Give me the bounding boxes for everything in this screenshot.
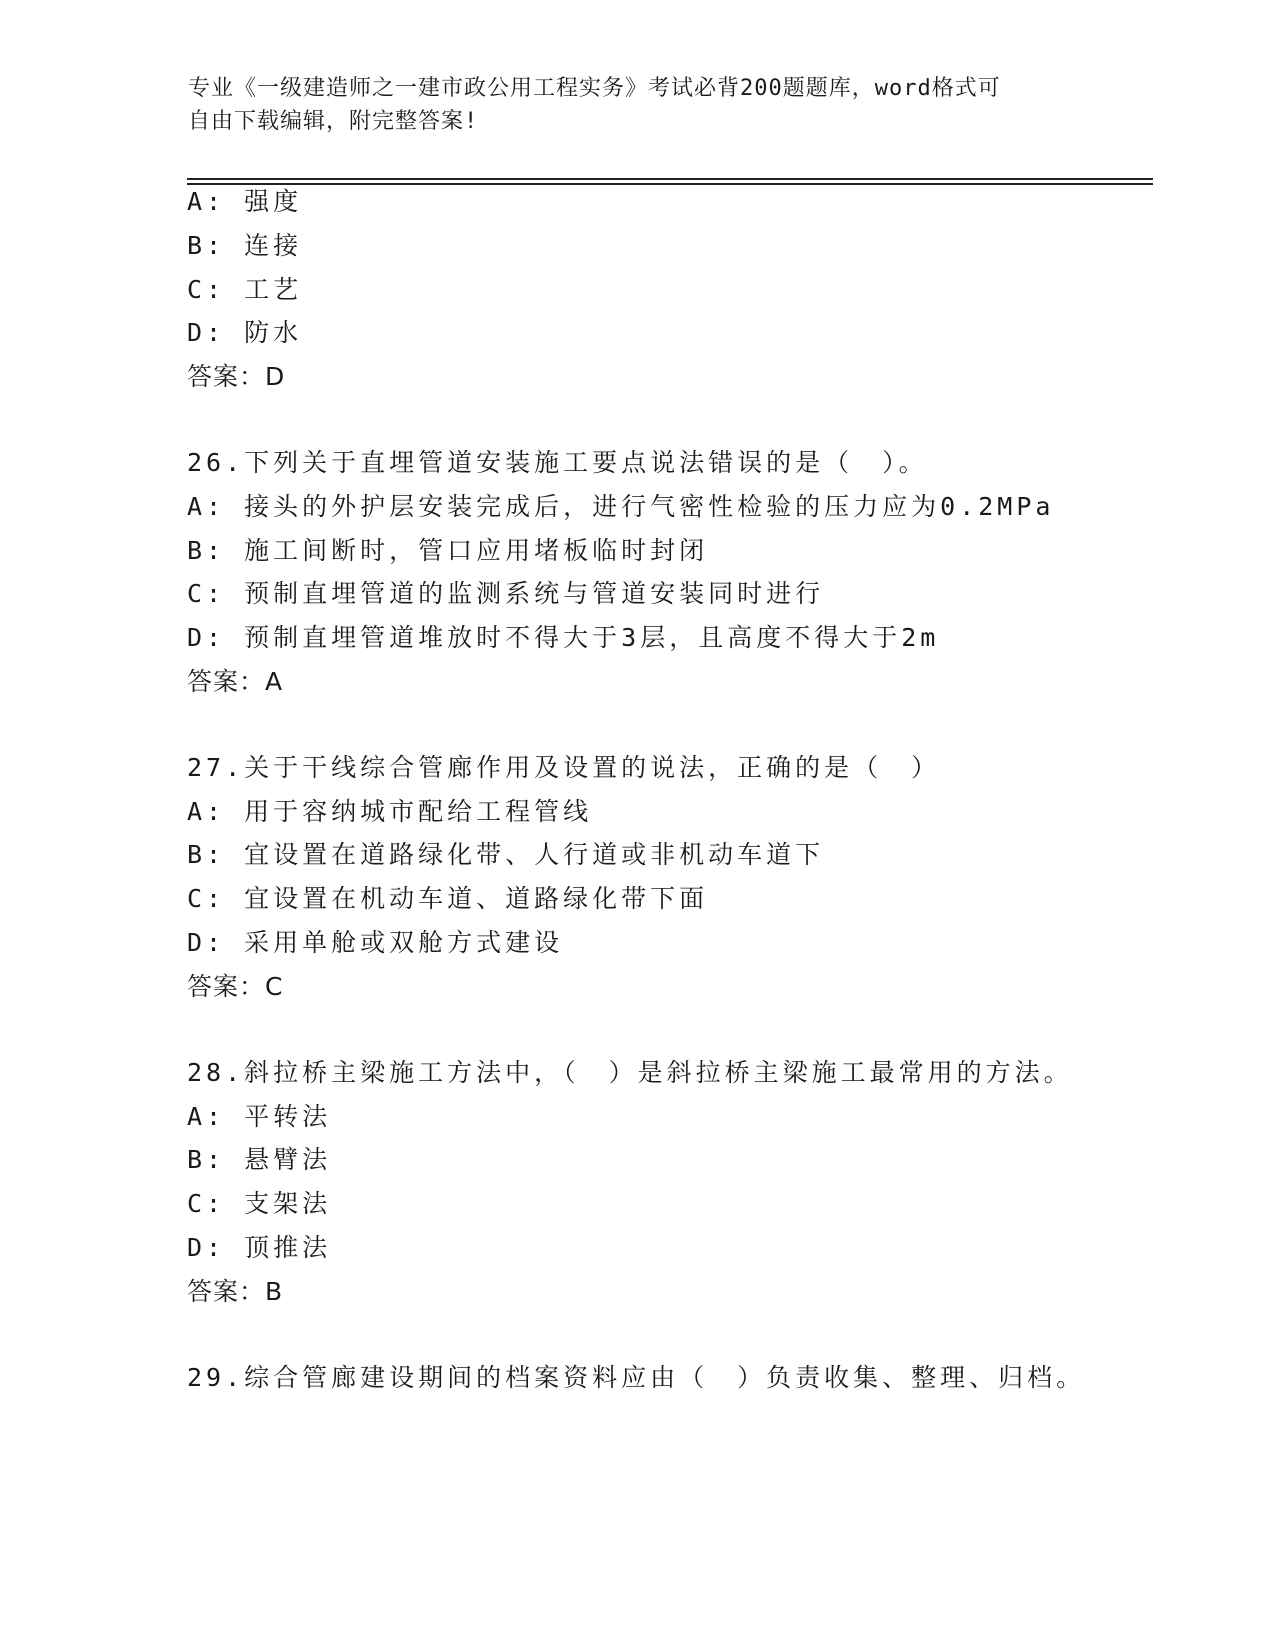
question-28-option-b: B: 悬臂法: [187, 1145, 332, 1174]
question-26-option-d: D: 预制直埋管道堆放时不得大于3层，且高度不得大于2m: [187, 623, 940, 652]
question-26-option-b: B: 施工间断时，管口应用堵板临时封闭: [187, 536, 709, 565]
question-26-option-c: C: 预制直埋管道的监测系统与管道安装同时进行: [187, 579, 825, 608]
question-28-option-a: A: 平转法: [187, 1102, 332, 1131]
question-28-option-d: D: 顶推法: [187, 1233, 332, 1262]
prev-answer: 答案：D: [187, 362, 286, 391]
question-27-option-c: C: 宜设置在机动车道、道路绿化带下面: [187, 884, 709, 913]
header-line-2: 自由下载编辑，附完整答案!: [188, 109, 479, 134]
header-divider-bottom: [187, 183, 1153, 185]
question-26-option-a: A: 接头的外护层安装完成后，进行气密性检验的压力应为0.2MPa: [187, 492, 1055, 521]
prev-option-a: A: 强度: [187, 187, 303, 216]
question-27-option-b: B: 宜设置在道路绿化带、人行道或非机动车道下: [187, 840, 825, 869]
question-26-answer: 答案：A: [187, 667, 284, 696]
prev-option-d: D: 防水: [187, 318, 303, 347]
question-28-option-c: C: 支架法: [187, 1189, 332, 1218]
question-28-answer: 答案：B: [187, 1277, 284, 1306]
header-line-1: 专业《一级建造师之一建市政公用工程实务》考试必背200题题库，word格式可: [188, 76, 1001, 101]
header-divider-top: [187, 178, 1153, 180]
question-29-stem: 29.综合管廊建设期间的档案资料应由（ ）负责收集、整理、归档。: [187, 1363, 1086, 1392]
question-27-option-a: A: 用于容纳城市配给工程管线: [187, 797, 593, 826]
question-28-stem: 28.斜拉桥主梁施工方法中，（ ）是斜拉桥主梁施工最常用的方法。: [187, 1058, 1073, 1087]
question-27-option-d: D: 采用单舱或双舱方式建设: [187, 928, 564, 957]
prev-option-b: B: 连接: [187, 231, 303, 260]
question-27-stem: 27.关于干线综合管廊作用及设置的说法，正确的是（ ）: [187, 753, 941, 782]
document-header: [188, 72, 1088, 138]
question-27-answer: 答案：C: [187, 972, 284, 1001]
question-26-stem: 26.下列关于直埋管道安装施工要点说法错误的是（ ）。: [187, 448, 928, 477]
prev-option-c: C: 工艺: [187, 275, 303, 304]
